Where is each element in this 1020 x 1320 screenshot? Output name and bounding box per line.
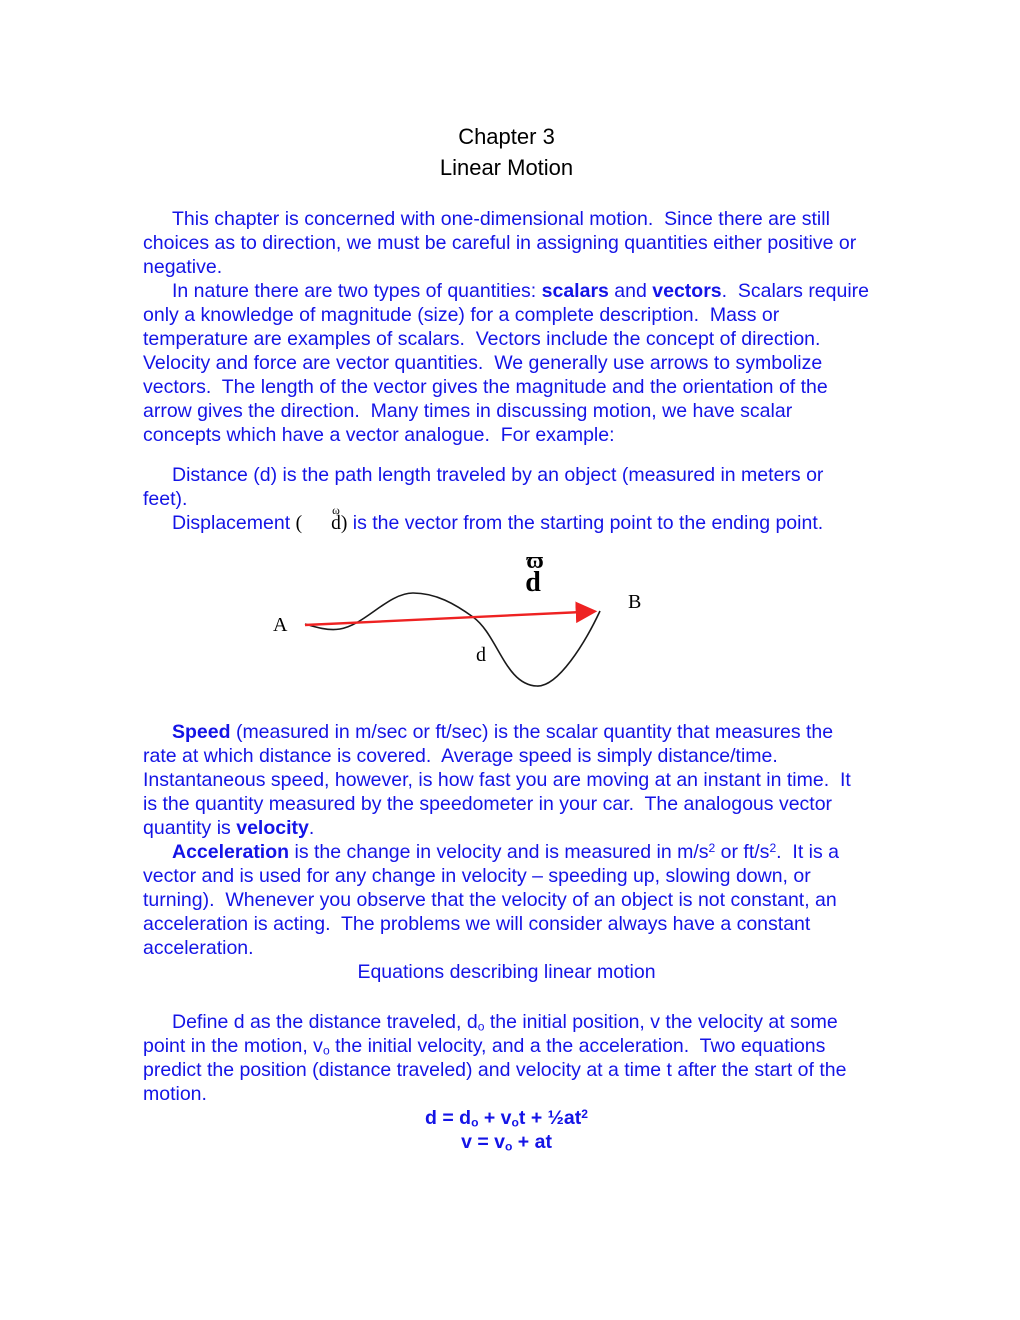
chapter-title-line2: Linear Motion [439,155,574,180]
displacement-vector-arrow [305,612,593,626]
displacement-vector-symbol-top: ϖ [526,548,544,574]
displacement-vector-symbol-base: d [525,567,541,598]
equation-velocity: $v = v_o$ + at [461,1131,552,1154]
paragraph-distance: Distance (d) is the path length traveled by an object (measured in meters or feet). [143,464,829,510]
paragraph-define-variables: Define d as the distance traveled, $d_o$ the initial position, v the velocity at some point in the motion, $v_o$ the initial velocity, and a the acceleration. Two equations predict the position (distance traveled) and velocity at a time t after the start of the motion. [143,1011,852,1105]
paragraph-displacement: Displacement ( ω d) is the vector from the starting point to the ending point. [172,503,824,534]
chapter-title-line1: Chapter 3 [458,124,555,149]
paragraph-speed: Speed (measured in m/sec or ft/sec) is the scalar quantity that measures the rate at which distance is covered. Average speed is simply distance/time. Instantaneous speed, however, is how fast you are moving at an instant in time. It is the quantity measured by the speedometer in your car. The analogous vector quantity is velocity. [143,721,857,839]
path-d-label: d [476,644,486,666]
paragraph-intro: This chapter is concerned with one-dimensional motion. Since there are still choices as to direction, we must be careful in assigning quantities either positive or negative. [143,208,862,278]
point-a-label: A [273,614,288,636]
section-heading-equations: Equations describing linear motion [357,961,656,983]
path-length-curve [305,593,600,686]
equations-block [143,1106,870,1154]
equation-distance: $d = d_o + v_ot$ + $\frac{1}{2}at^2$ [425,1107,588,1130]
paragraph-acceleration: Acceleration is the change in velocity and is measured in $m/s^2$ or $ft/s^2$. It is a vector and is used for any change in velocity – speeding up, slowing down, or turning). Whenever you observe that the velocity of an object is not constant, an acceleration is acting. The problems we will consider always have a constant acceleration. [143,841,845,959]
paragraph-scalars-vectors: In nature there are two types of quantities: scalars and vectors. Scalars require only a knowledge of magnitude (size) for a complete description. Mass or temperature are examples of scalars. Vectors include the concept of direction. Velocity and force are vector quantities. We generally use arrows to symbolize vectors. The length of the vector gives the magnitude and the orientation of the arrow gives the direction. Many times in discussing motion, we have scalar concepts which have a vector analogue. For example: [143,280,875,446]
point-b-label: B [628,591,642,613]
displacement-diagram [143,541,870,711]
chapter-title [143,121,870,183]
